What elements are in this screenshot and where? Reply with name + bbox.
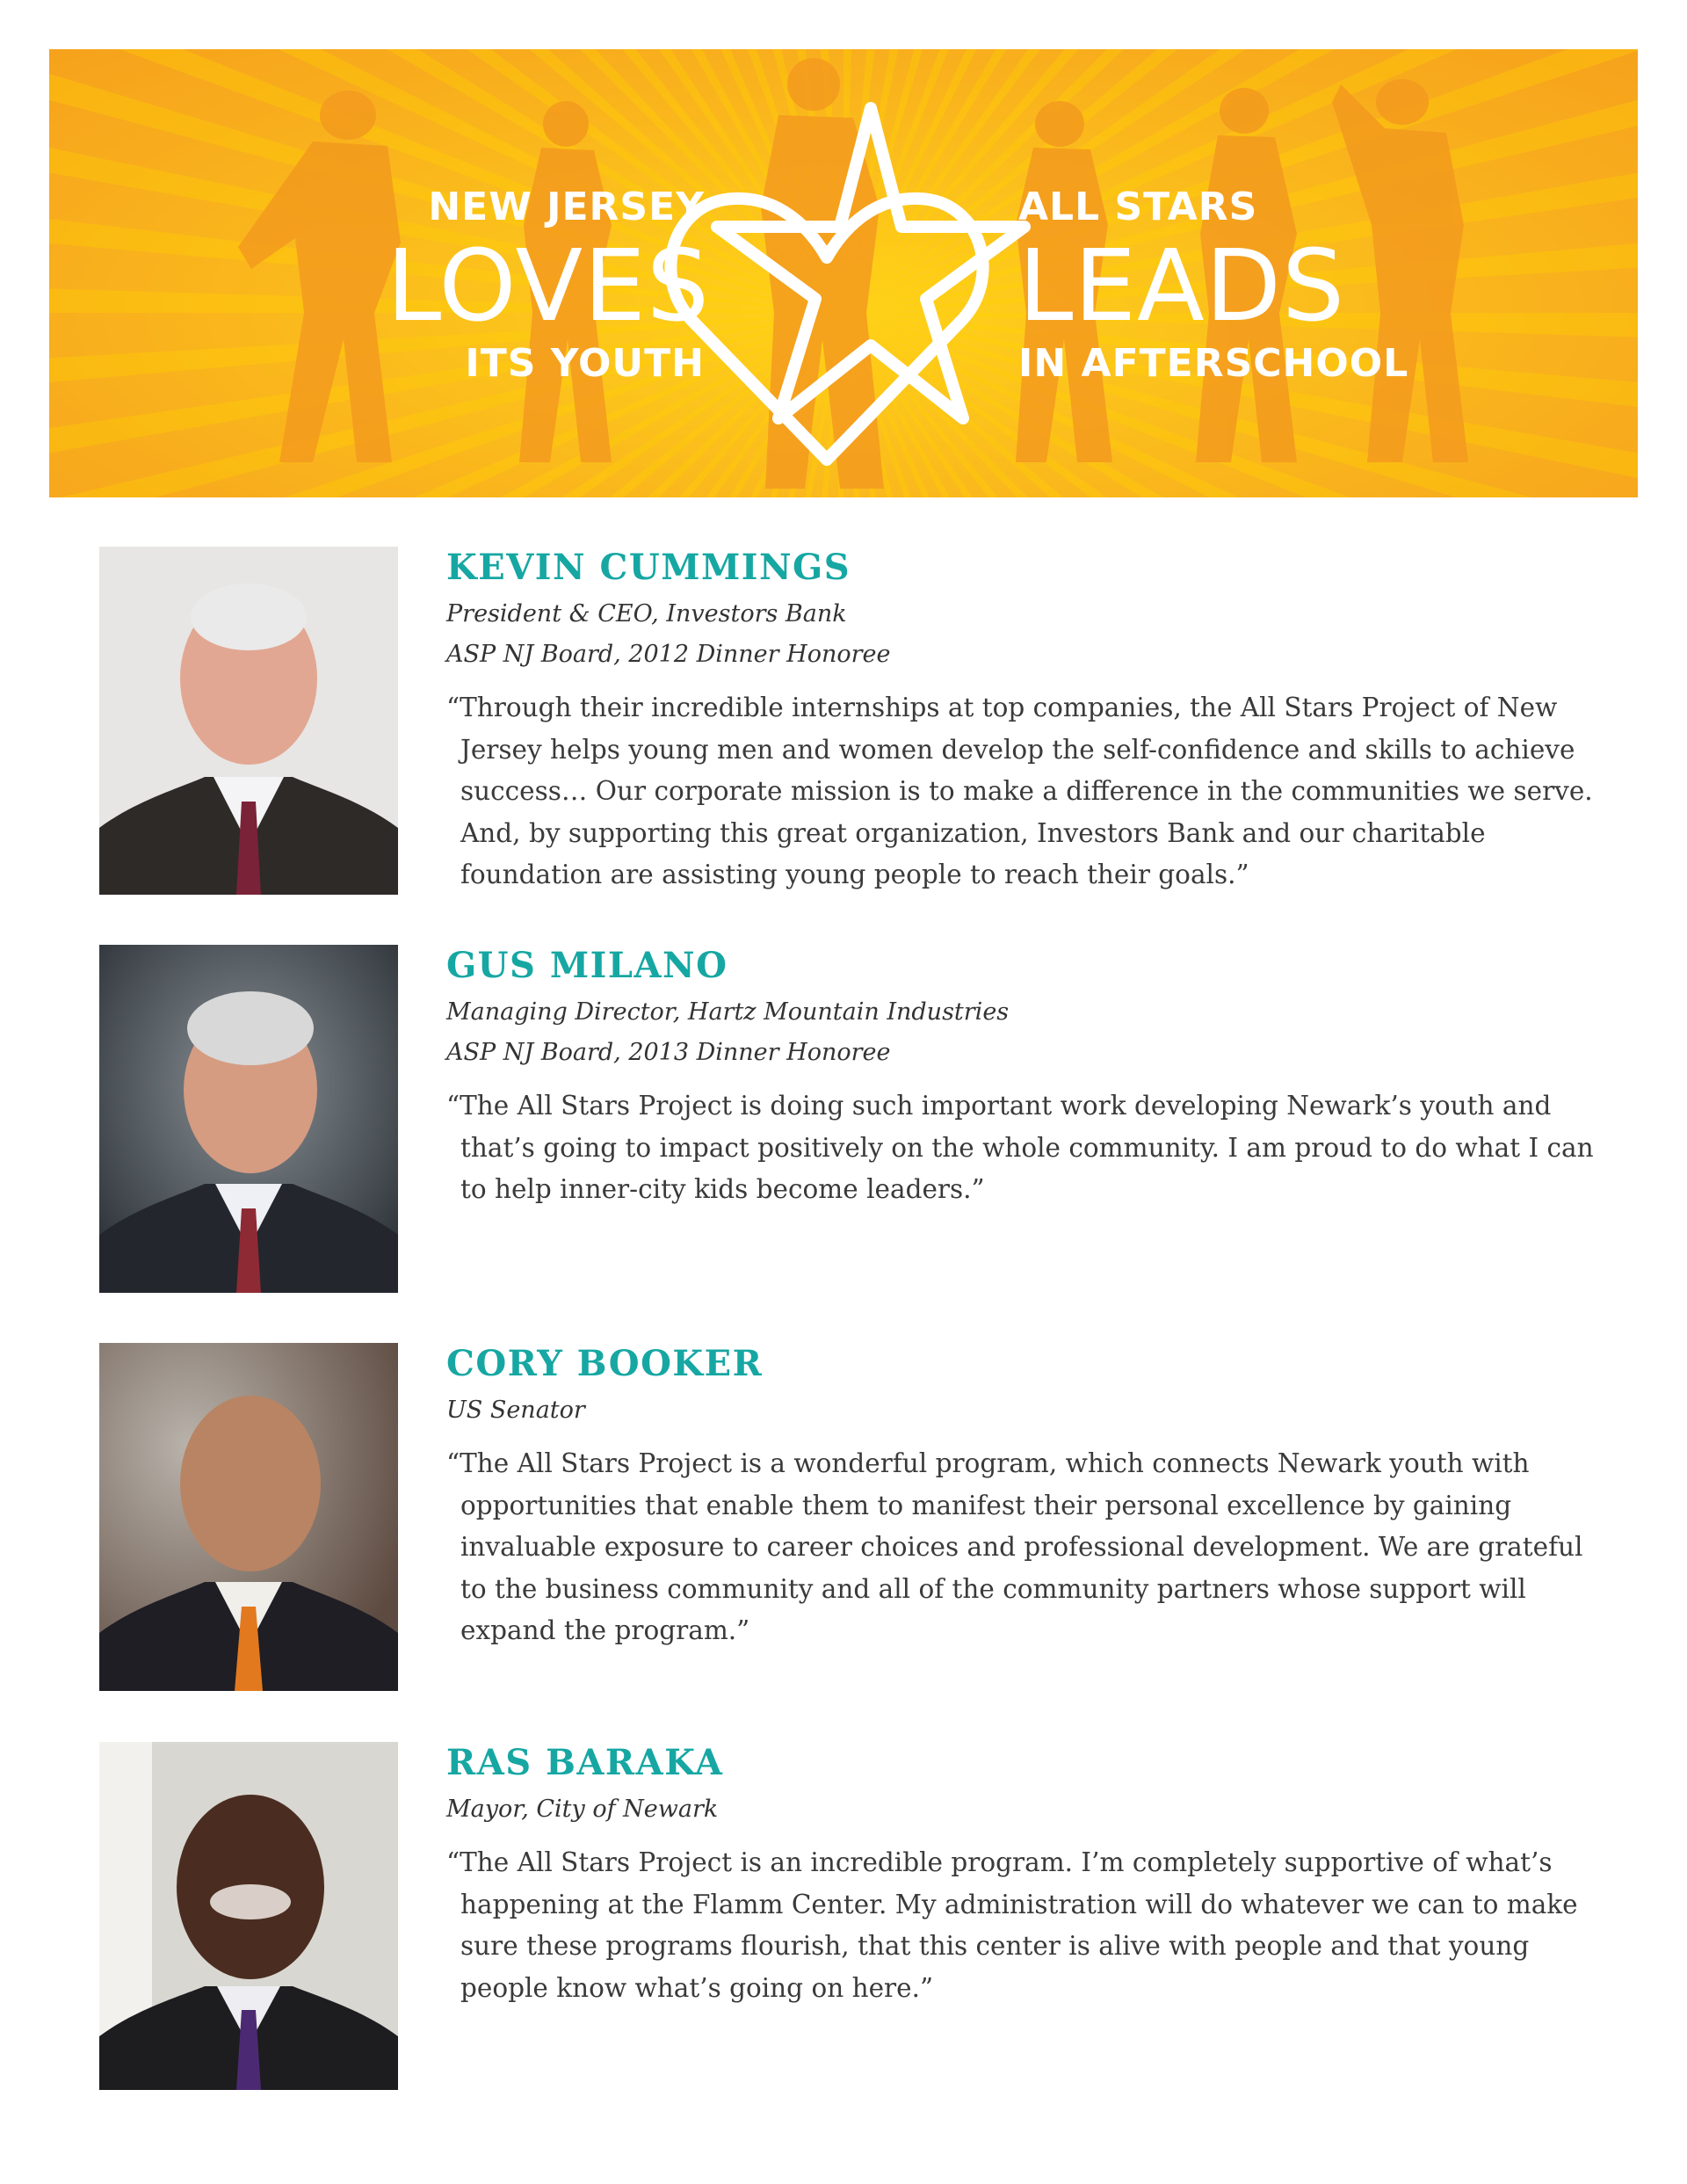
person-name: RAS BARAKA xyxy=(446,1742,724,1783)
banner-right-big: LEADS xyxy=(1018,229,1346,344)
person-role: Managing Director, Hartz Mountain Industries xyxy=(446,998,1010,1026)
person-roles xyxy=(446,992,1615,1073)
person-roles xyxy=(446,1789,1615,1830)
banner-right-top: ALL STARS xyxy=(1018,185,1258,229)
person-quote: “The All Stars Project is an incredible program. I’m completely supportive of what’s happening at the Flamm Center. My administration will do whatever we can to make sure these programs flourish, that this center is alive with people and that young people know what’s going on here.” xyxy=(446,1847,1578,2003)
person-name: KEVIN CUMMINGS xyxy=(446,547,851,588)
testimonial-info xyxy=(446,547,1615,896)
portrait-photo-icon xyxy=(99,1343,398,1691)
banner-left-top: NEW JERSEY xyxy=(428,185,705,229)
testimonial-info xyxy=(446,945,1615,1211)
banner-right-text xyxy=(1018,185,1409,386)
banner-left-text xyxy=(386,185,710,386)
person-role: US Senator xyxy=(446,1397,585,1424)
person-quote: “The All Stars Project is a wonderful program, which connects Newark youth with opportunities that enable them to manifest their personal excellence by gaining invaluable exposure to career choices and professional development. We are grateful to the business community and all of the community partners whose support will expand the program.” xyxy=(446,1448,1583,1645)
portrait-photo-icon xyxy=(99,547,398,895)
banner-left-bottom: ITS YOUTH xyxy=(465,341,705,386)
heart-star-logo-icon xyxy=(664,95,1033,473)
header-banner xyxy=(49,49,1638,497)
person-quote: “Through their incredible internships at top companies, the All Stars Project of New Jersey helps young men and women develop the self-confidence and skills to achieve success… Our corporate mission is to make a difference in the communities we serve. And, by supporting this great organization, Investors Bank and our charitable foundation are assisting young people to reach their goals.” xyxy=(446,693,1593,889)
person-role: President & CEO, Investors Bank xyxy=(446,600,847,628)
portrait-photo-icon xyxy=(99,945,398,1293)
portrait-photo-icon xyxy=(99,1742,398,2090)
portrait-photo xyxy=(99,547,398,895)
portrait-photo xyxy=(99,1343,398,1691)
person-roles xyxy=(446,1390,1615,1431)
person-role: ASP NJ Board, 2012 Dinner Honoree xyxy=(446,641,891,668)
person-role: Mayor, City of Newark xyxy=(446,1796,719,1823)
person-roles xyxy=(446,594,1615,675)
banner-right-bottom: IN AFTERSCHOOL xyxy=(1018,341,1409,386)
person-quote: “The All Stars Project is doing such important work developing Newark’s youth and that’s going to impact positively on the whole community. I am proud to do what I can to help inner-city kids become leaders.” xyxy=(446,1091,1594,1204)
person-name: GUS MILANO xyxy=(446,945,728,986)
portrait-photo xyxy=(99,945,398,1293)
portrait-photo xyxy=(99,1742,398,2090)
person-role: ASP NJ Board, 2013 Dinner Honoree xyxy=(446,1039,891,1066)
banner-left-big: LOVES xyxy=(386,229,710,344)
testimonial-info xyxy=(446,1343,1615,1652)
person-name: CORY BOOKER xyxy=(446,1343,764,1384)
testimonial-info xyxy=(446,1742,1615,2009)
